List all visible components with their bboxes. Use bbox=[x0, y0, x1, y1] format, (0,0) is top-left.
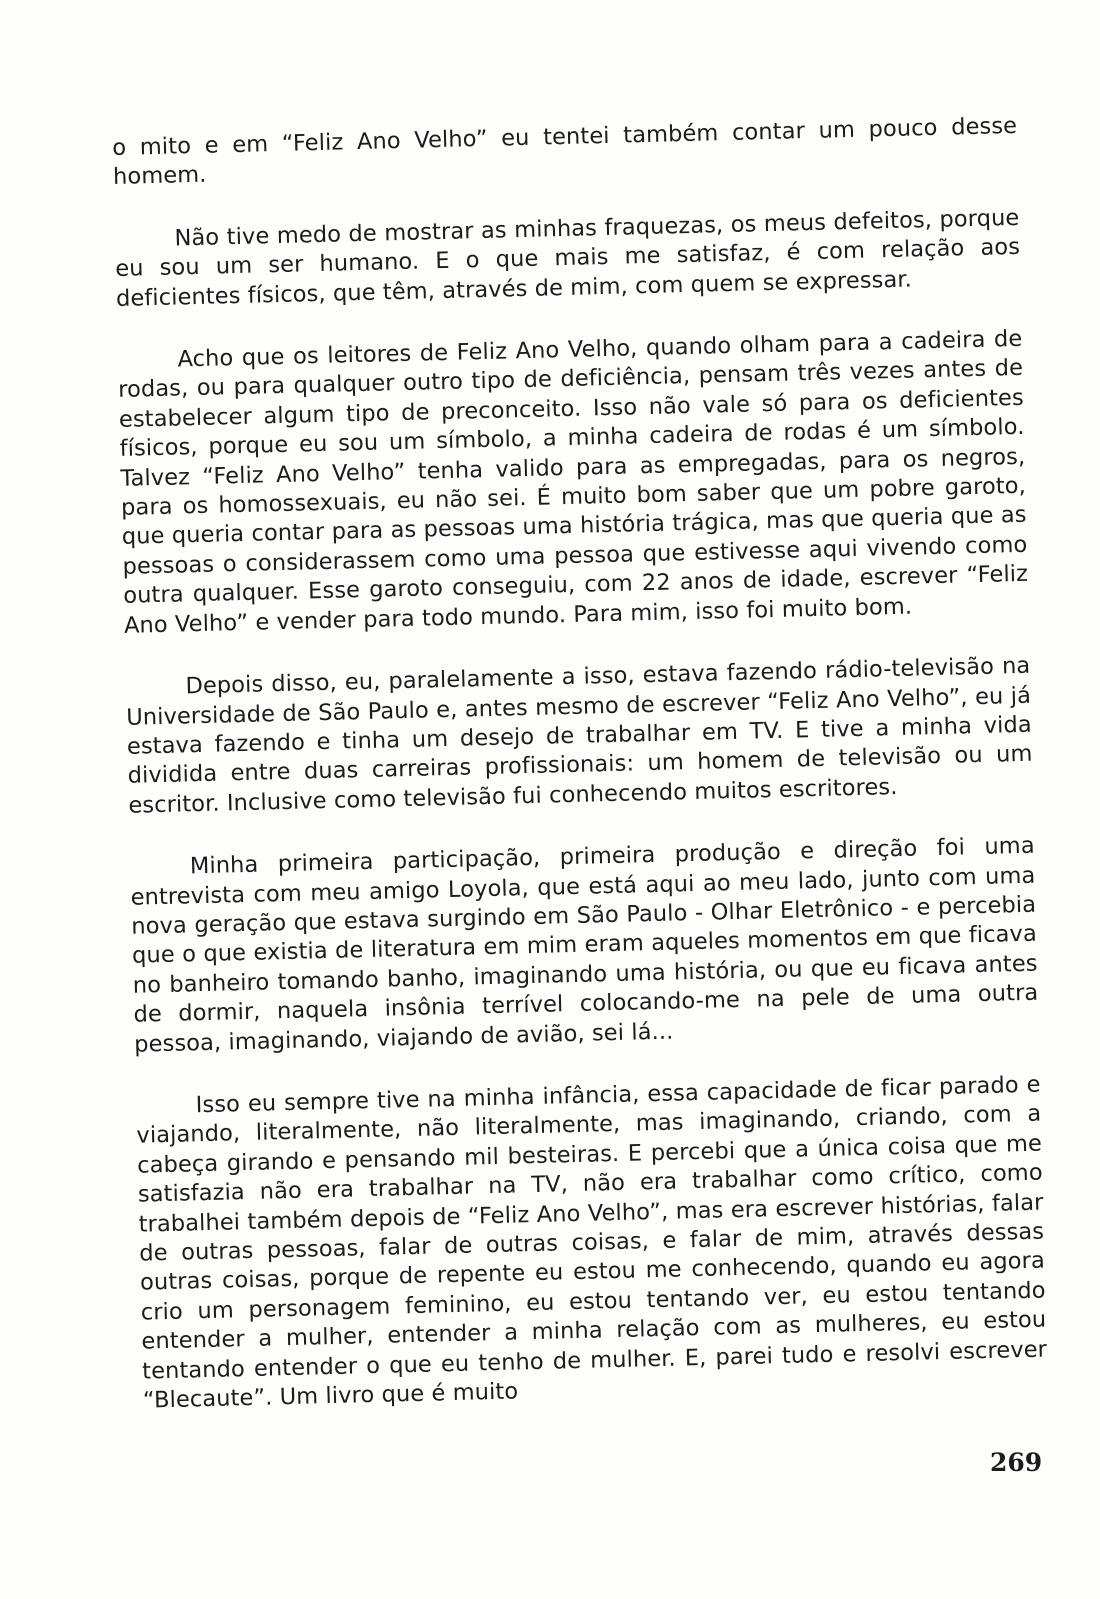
body-text bbox=[112, 112, 1049, 1449]
paragraph-4: Depois disso, eu, paralelamente a isso, estava fazendo rádio-televisão na Universidade de São Paulo e, antes mesmo de escrever “Feliz Ano Velho”, eu já estava fazendo e tinha um desejo de trabalhar em TV. E tive a minha vida dividida entre duas carreiras profissionais: um homem de televisão ou um escritor. Inclusive como televisão fui conhecendo muitos escritores. bbox=[125, 652, 1033, 819]
paragraph-1: o mito e em “Feliz Ano Velho” eu tentei também contar um pouco desse homem. bbox=[112, 112, 1018, 191]
page-number: 269 bbox=[990, 1448, 1043, 1477]
paragraph-6: Isso eu sempre tive na minha infância, essa capacidade de ficar parado e viajando, literalmente, não literalmente, mas imaginando, criando, com a cabeça girando e pensando mil besteiras. E percebi que a única coisa que me satisfazia não era trabalhar na TV, não era trabalhar como crítico, como trabalhei também depois de “Feliz Ano Velho”, mas era escrever histórias, falar de outras pessoas, falar de outras coisas, e falar de mim, através dessas outras coisas, porque de repente eu estou me conhecendo, quando eu agora crio um personagem feminino, eu estou tentando ver, eu estou tentando entender a mulher, entender a minha relação com as mulheres, eu estou tentando entender o que eu tenho de mulher. E, parei tudo e resolvi escrever “Blecaute”. Um livro que é muito bbox=[136, 1071, 1048, 1414]
paragraph-2: Não tive medo de mostrar as minhas fraquezas, os meus defeitos, porque eu sou um ser humano. E o que mais me satisfaz, é com relação aos deficientes físicos, que têm, através de mim, com quem se expressar. bbox=[114, 204, 1021, 312]
paragraph-5: Minha primeira participação, primeira produção e direção foi uma entrevista com meu amigo Loyola, que está aqui ao meu lado, junto com uma nova geração que estava surgindo em São Paulo - Olhar Eletrônico - e percebia que o que existia de literatura em mim eram aqueles momentos em que ficava no banheiro tomando banho, imaginando uma história, ou que eu ficava antes de dormir, naquela insônia terrível colocando-me na pele de uma outra pessoa, imaginando, viajando de avião, sei lá... bbox=[130, 832, 1039, 1058]
paragraph-3: Acho que os leitores de Feliz Ano Velho, quando olham para a cadeira de rodas, ou para qualquer outro tipo de deficiência, pensam três vezes antes de estabelecer algum tipo de preconceito. Isso não vale só para os deficientes físicos, porque eu sou um símbolo, a minha cadeira de rodas é um símbolo. Talvez “Feliz Ano Velho” tenha valido para as empregadas, para os negros, para os homossexuais, eu não sei. É muito bom saber que um pobre garoto, que queria contar para as pessoas uma história trágica, mas que queria que as pessoas o considerassem como uma pessoa que estivesse aqui vivendo como outra qualquer. Esse garoto conseguiu, com 22 anos de idade, escrever “Feliz Ano Velho” e vender para todo mundo. Para mim, isso foi muito bom. bbox=[117, 325, 1029, 639]
